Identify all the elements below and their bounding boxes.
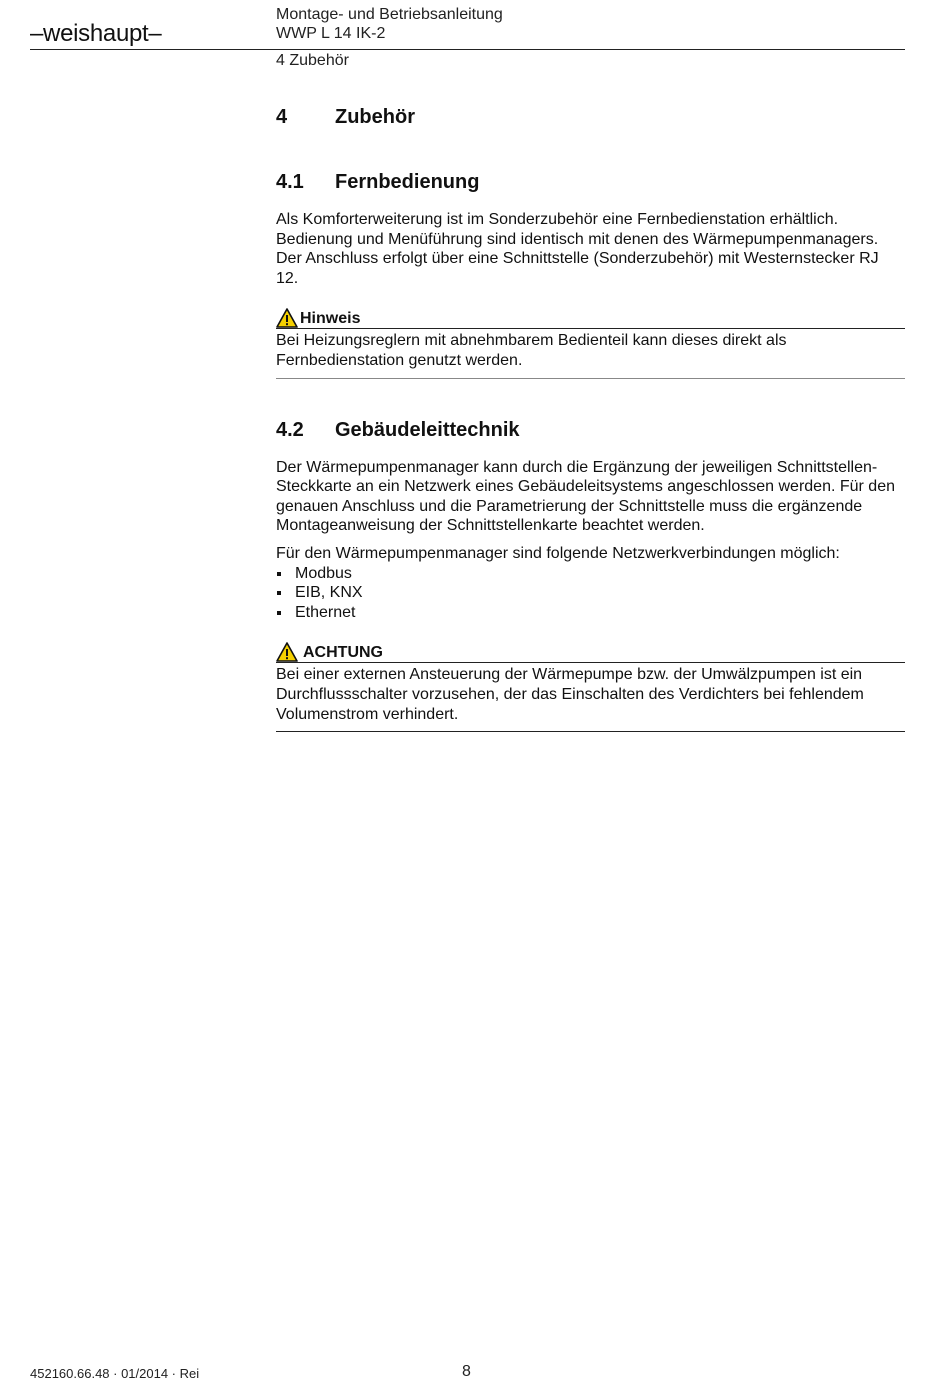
list-item: Ethernet	[276, 603, 905, 623]
page-content	[276, 100, 905, 772]
notice-header	[276, 642, 905, 663]
section-title: Fernbedienung	[335, 171, 480, 193]
hinweis-notice	[276, 308, 905, 378]
section-number: 4.1	[276, 171, 304, 193]
notice-label: Hinweis	[300, 310, 361, 328]
notice-label: ACHTUNG	[303, 644, 383, 662]
running-section: 4 Zubehör	[276, 52, 349, 69]
chapter-number: 4	[276, 106, 288, 128]
model-name: WWP L 14 IK-2	[276, 25, 386, 42]
notice-header	[276, 308, 905, 329]
section-heading-fernbedienung	[276, 171, 905, 194]
section-title: Gebäudeleittechnik	[335, 418, 520, 441]
achtung-notice	[276, 642, 905, 732]
paragraph: Für den Wärmepumpenmanager sind folgende Netzwerkverbindungen möglich:	[276, 544, 840, 562]
page-number: 8	[462, 1363, 471, 1380]
footer-doc-id: 452160.66.48 · 01/2014 · Rei	[30, 1366, 200, 1381]
chapter-heading	[276, 106, 905, 129]
list-item: Modbus	[276, 564, 905, 584]
doc-title: Montage- und Betriebsanleitung	[276, 6, 503, 23]
warning-triangle-icon	[276, 642, 298, 662]
chapter-title: Zubehör	[335, 106, 415, 128]
notice-text: Bei einer externen Ansteuerung der Wärmepumpe bzw. der Umwälzpumpen ist ein Durchflussschalter vorzusehen, der das Einschalten des Verdichters bei fehlendem Volumenstrom verhindert.	[276, 666, 864, 723]
weishaupt-logo: –weishaupt–	[30, 20, 162, 47]
network-list	[276, 564, 905, 623]
document-header	[276, 5, 503, 43]
list-item: EIB, KNX	[276, 583, 905, 603]
notice-body	[276, 663, 905, 732]
notice-body	[276, 329, 905, 378]
paragraph: Als Komforterweiterung ist im Sonderzubehör eine Fernbedienstation erhältlich. Bedienung und Menüführung sind identisch mit denen des Wärmepumpenmanagers. Der Anschluss erfolgt über eine Schnittstelle (Sonderzubehör) mit Westernstecker RJ 12.	[276, 211, 879, 287]
notice-text: Bei Heizungsreglern mit abnehmbarem Bedienteil kann dieses direkt als Fernbedienstation genutzt werden.	[276, 332, 787, 369]
header-rule	[30, 49, 905, 50]
section-number: 4.2	[276, 418, 304, 441]
paragraph: Der Wärmepumpenmanager kann durch die Ergänzung der jeweiligen Schnittstellen-Steckkarte an ein Netzwerk eines Gebäudeleitsystems angeschlossen werden. Für den genauen Anschluss und die Parametrierung der Schnittstelle muss die ergänzende Montageanweisung der Schnittstellenkarte beachtet werden.	[276, 458, 895, 535]
section-heading-gebaeudeleittechnik	[276, 419, 905, 442]
warning-triangle-icon	[276, 308, 298, 328]
